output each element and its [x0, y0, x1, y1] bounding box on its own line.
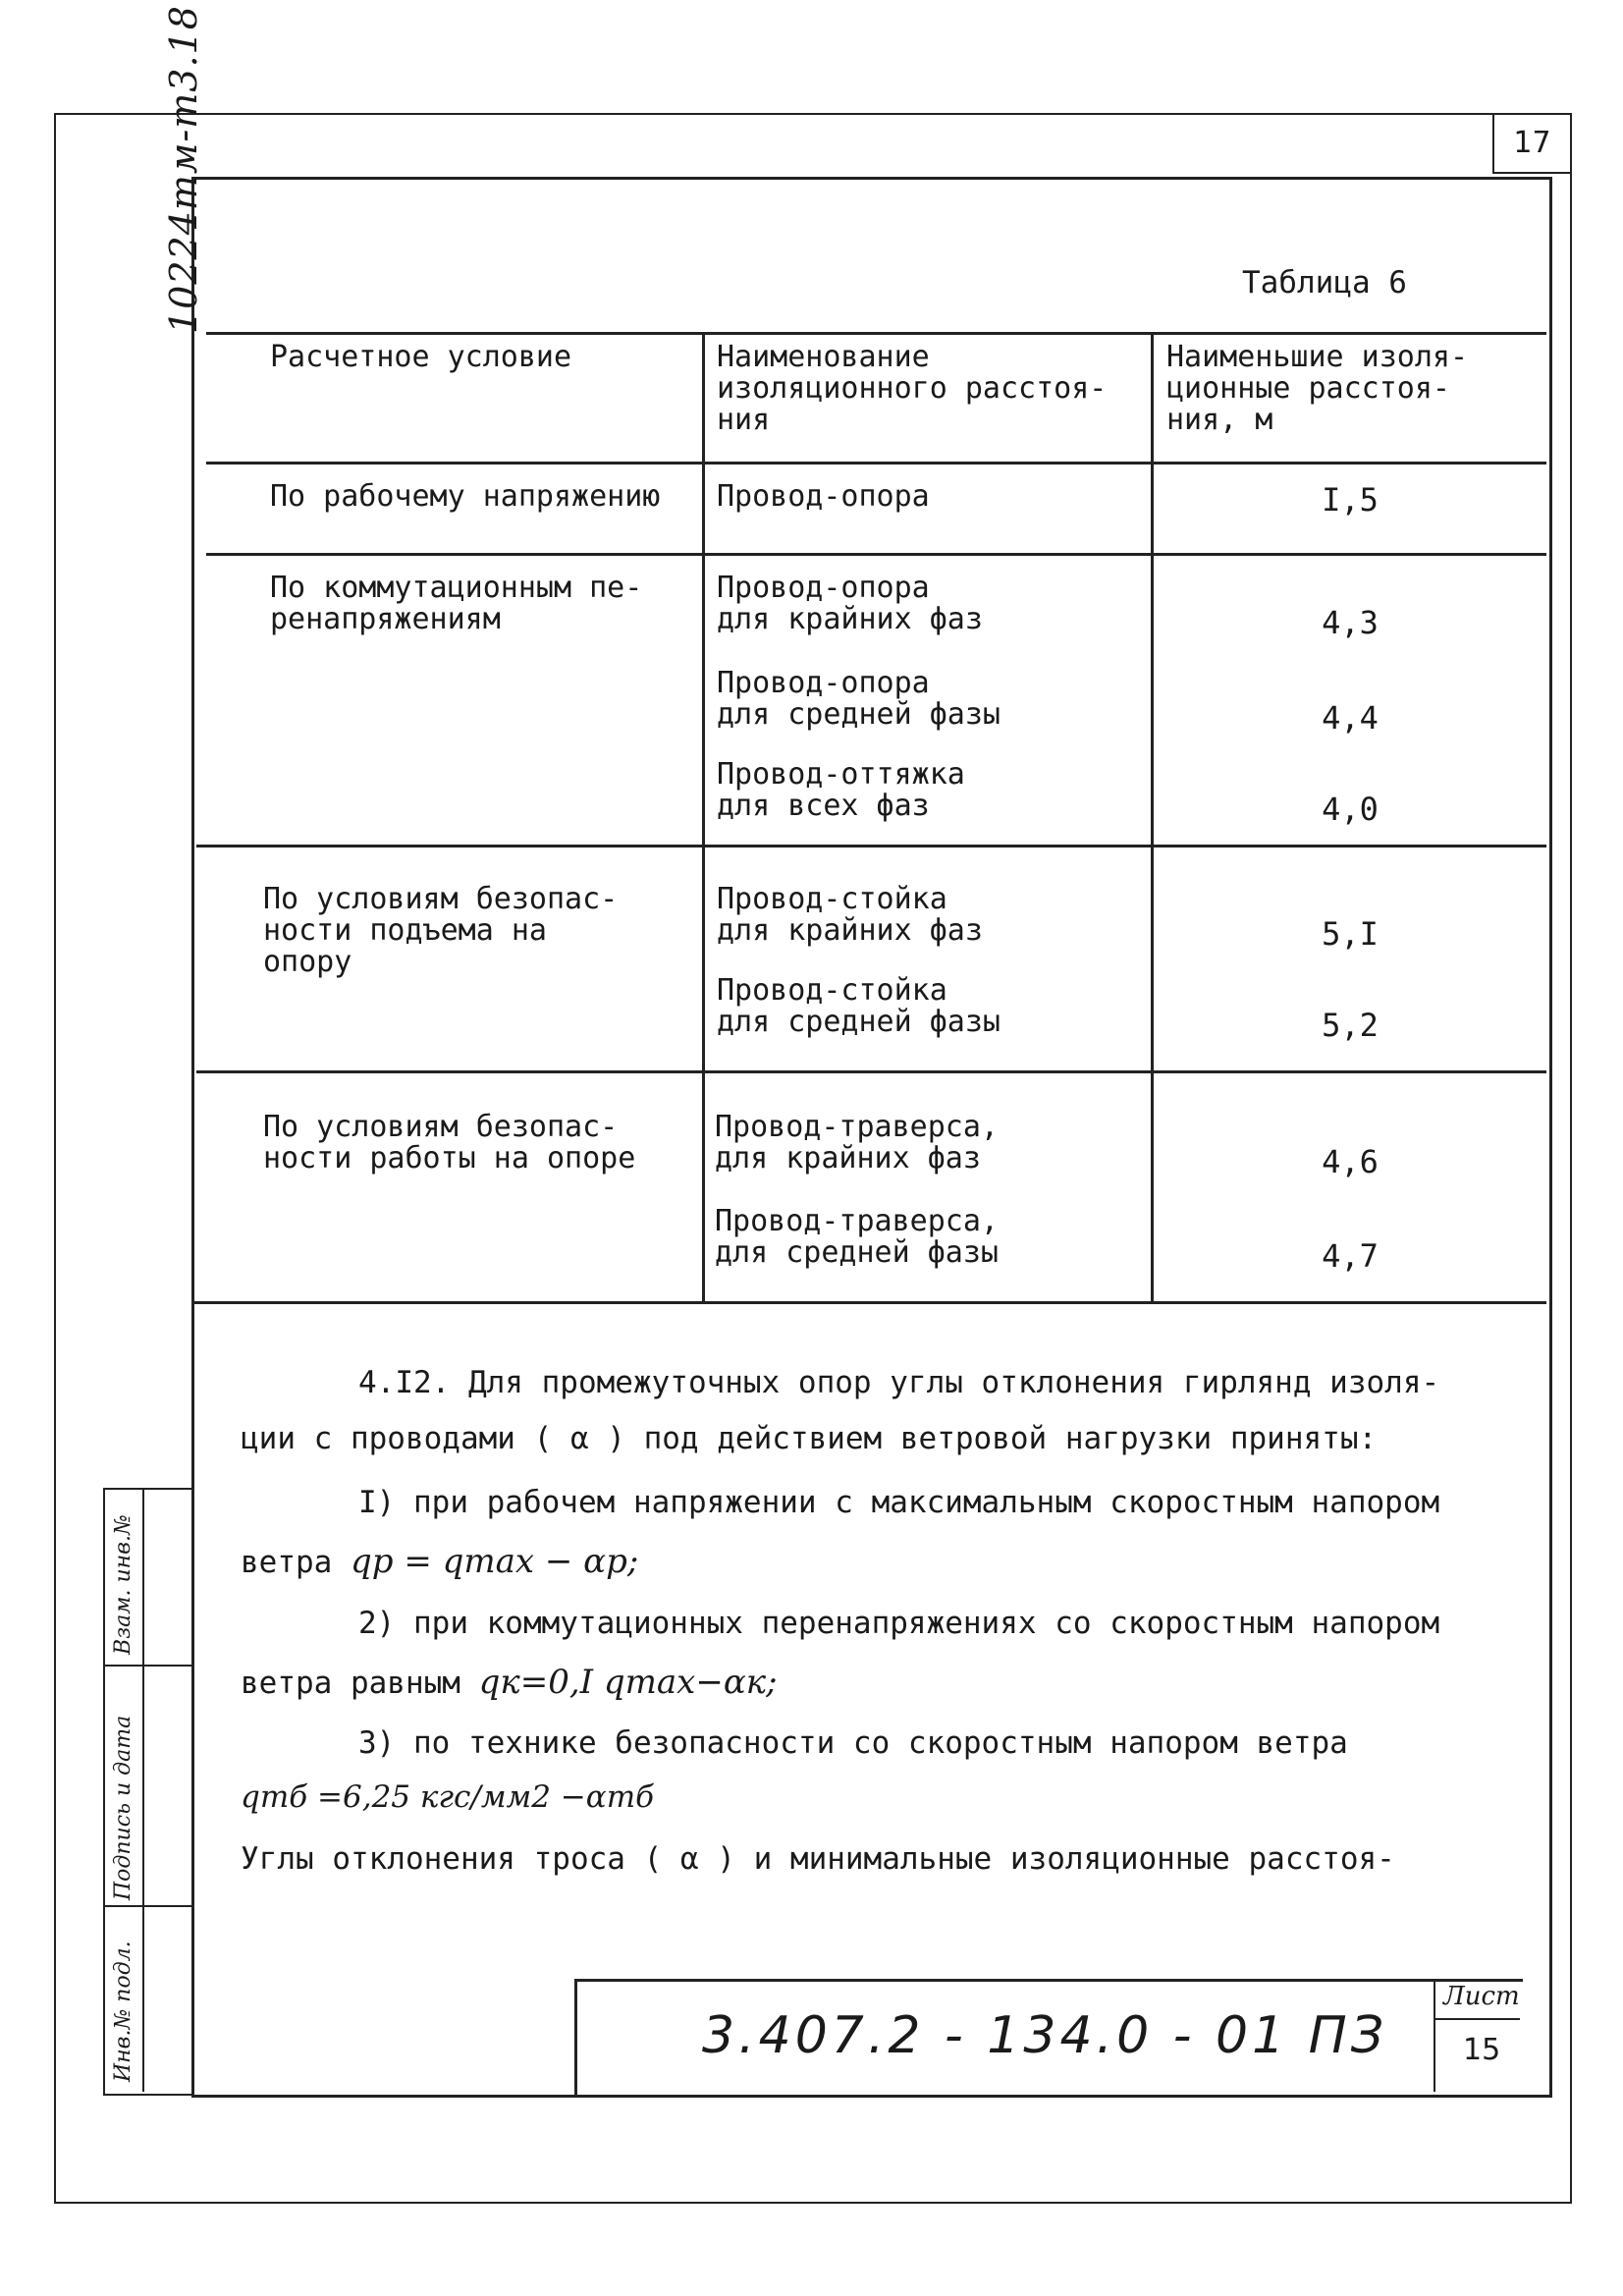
table-col-divider-1	[702, 332, 705, 1304]
side-divider	[142, 1488, 144, 2092]
table-row-divider-3	[196, 1070, 1546, 1073]
sheet-number: 15	[1463, 2033, 1501, 2067]
value-cell: I,5	[1322, 481, 1379, 519]
sheet-box-divider	[1434, 2018, 1520, 2020]
side-label-replacement: Взам. инв.№	[111, 1514, 135, 1655]
item-3-formula: qтб =6,25 кгс/мм2 −αтб	[241, 1779, 655, 1815]
name-cell: Провод-стойка для средней фазы	[717, 973, 1001, 1039]
side-label-inventory: Инв.№ подл.	[111, 1941, 135, 2082]
header-condition: Расчетное условие	[270, 340, 572, 374]
item-1-line-2	[241, 1542, 638, 1581]
table-col-divider-2	[1151, 332, 1154, 1304]
item-2-line-2	[241, 1663, 778, 1702]
condition-cell: По коммутационным пе- ренапряжениям	[270, 571, 643, 636]
header-name: Наименование изоляционного расстоя- ния	[717, 340, 1108, 437]
item-1-line-1: I) при рабочем напряжении с максимальным скоростным напором	[358, 1485, 1440, 1520]
item-3-line-1: 3) по технике безопасности со скоростным напором ветра	[358, 1725, 1348, 1761]
value-cell: 4,4	[1322, 699, 1379, 737]
side-label-signature: Подпись и дата	[111, 1715, 135, 1900]
value-cell: 5,I	[1322, 915, 1379, 953]
value-cell: 4,7	[1322, 1237, 1379, 1275]
item-2-line-1: 2) при коммутационных перенапряжениях со скоростным напором	[358, 1606, 1440, 1641]
name-cell: Провод-траверса, для крайних фаз	[715, 1110, 999, 1175]
item-1-prefix: ветра	[241, 1545, 333, 1580]
item-1-formula: qр = qmax − αр;	[351, 1542, 639, 1581]
closing-line: Углы отклонения троса ( α ) и минимальные изоляционные расстоя-	[241, 1841, 1395, 1877]
table-row-divider-2	[196, 845, 1546, 847]
name-cell: Провод-оттяжка для всех фаз	[717, 757, 965, 823]
condition-cell: По рабочему напряжению	[270, 479, 661, 514]
value-cell: 5,2	[1322, 1007, 1379, 1044]
name-cell: Провод-стойка для крайних фаз	[717, 882, 983, 948]
value-cell: 4,6	[1322, 1143, 1379, 1180]
condition-cell: По условиям безопас- ности работы на опоре	[263, 1110, 636, 1175]
table-row-divider-1	[206, 553, 1546, 556]
name-cell: Провод-траверса, для средней фазы	[715, 1204, 999, 1270]
document-code: 3.407.2 - 134.0 - 01 ПЗ	[702, 2006, 1388, 2065]
table-header-bottom	[206, 462, 1546, 465]
item-2-prefix: ветра равным	[241, 1666, 460, 1701]
table-top-border	[206, 332, 1546, 335]
page-number: 17	[1492, 113, 1570, 174]
value-cell: 4,3	[1322, 604, 1379, 641]
vertical-document-code: 10224тм-т3.18	[162, 5, 205, 334]
paragraph-4-12-line-2: ции с проводами ( α ) под действием ветровой нагрузки приняты:	[241, 1421, 1378, 1456]
name-cell: Провод-опора для крайних фаз	[717, 571, 983, 636]
name-cell: Провод-опора для средней фазы	[717, 666, 1001, 732]
paragraph-4-12-line-1: 4.I2. Для промежуточных опор углы отклонения гирлянд изоля-	[358, 1365, 1440, 1400]
value-cell: 4,0	[1322, 791, 1379, 828]
name-cell: Провод-опора	[717, 479, 930, 514]
table-title: Таблица 6	[1242, 265, 1407, 301]
sheet-label: Лист	[1443, 1982, 1520, 2011]
table-bottom-border	[191, 1301, 1546, 1304]
header-distance: Наименьшие изоля- ционные расстоя- ния, м	[1166, 340, 1469, 437]
condition-cell: По условиям безопас- ности подъема на опору	[263, 882, 619, 979]
item-2-formula: qк=0,I qmax−αк;	[478, 1663, 778, 1702]
